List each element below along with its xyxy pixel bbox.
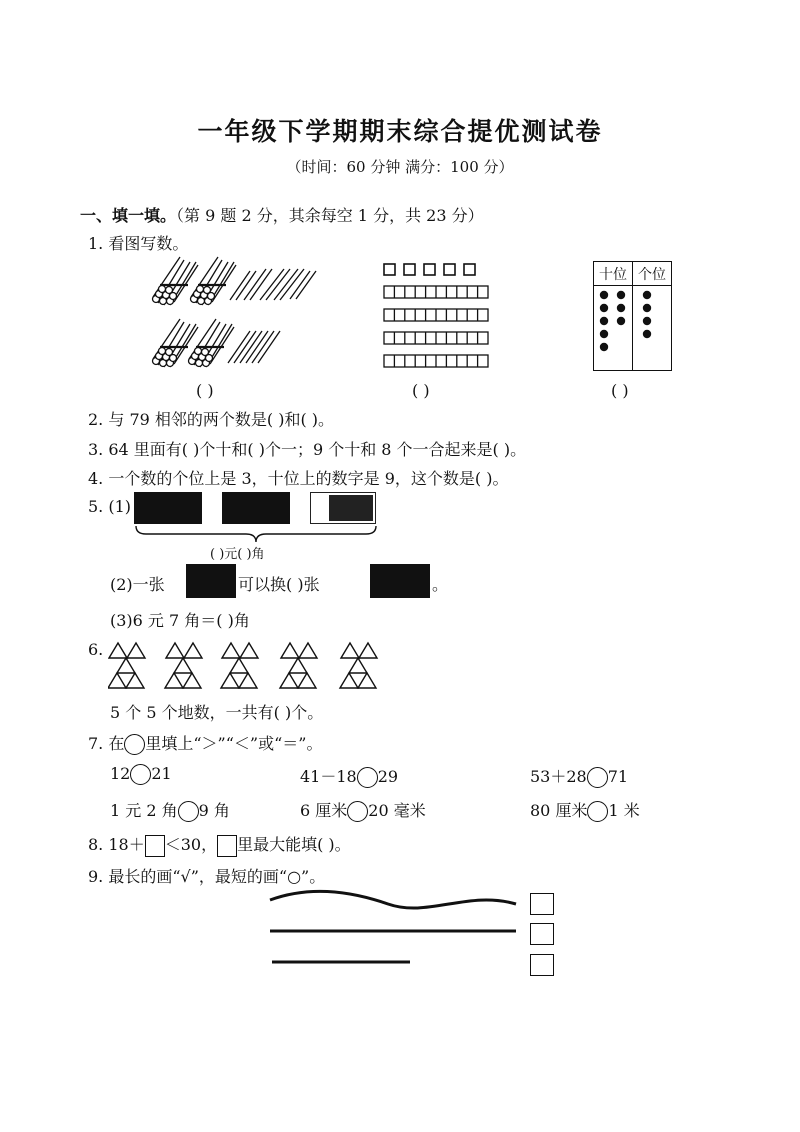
q8-part-a: 8. 18＋	[88, 835, 145, 854]
single-blocks	[384, 264, 475, 275]
compare-circle[interactable]	[587, 801, 608, 822]
compare-right: 71	[607, 767, 629, 786]
compare-left: 53＋28	[530, 767, 587, 786]
question-5-label: 5. (1)	[88, 497, 132, 516]
compare-item	[300, 764, 398, 788]
compare-item	[110, 798, 230, 822]
ones-beads	[633, 286, 671, 366]
answer-box-icon	[217, 835, 237, 857]
compare-item	[530, 764, 628, 788]
compare-left: 6 厘米	[300, 801, 348, 820]
ones-header: 个位	[633, 262, 672, 286]
section-heading	[80, 203, 484, 226]
banknote-image	[134, 492, 202, 524]
compare-right: 29	[377, 767, 399, 786]
triangle-group	[221, 643, 258, 688]
exam-info: （时间：60 分钟 满分：100 分）	[286, 158, 514, 176]
stick-bundles-figure	[150, 255, 320, 373]
lines-figure	[268, 886, 518, 970]
q8-part-c: 里最大能填( )。	[237, 835, 351, 854]
banknote-image	[222, 492, 290, 524]
compare-circle[interactable]	[587, 767, 608, 788]
triangle-group	[340, 643, 377, 688]
compare-left: 41－18	[300, 767, 357, 786]
section-title: 一、填一填。	[80, 206, 177, 225]
page-title: 一年级下学期期末综合提优测试卷	[197, 117, 603, 146]
brace	[134, 524, 378, 544]
triangle-groups-figure	[108, 636, 384, 694]
answer-box[interactable]	[530, 923, 554, 945]
compare-circle[interactable]	[357, 767, 378, 788]
compare-circle[interactable]	[178, 801, 199, 822]
compare-right: 9 角	[198, 801, 230, 820]
compare-right: 21	[151, 764, 172, 783]
q1-answer-a[interactable]: ( )	[196, 381, 214, 400]
tens-beads	[594, 286, 632, 366]
question-6-text: 5 个 5 个地数，一共有( )个。	[110, 703, 324, 722]
triangle-group	[280, 643, 317, 688]
compare-item	[530, 798, 640, 822]
tens-column	[594, 286, 633, 371]
ones-column	[633, 286, 672, 371]
banknote-image	[310, 492, 376, 524]
compare-right: 1 米	[608, 801, 640, 820]
question-2: 2. 与 79 相邻的两个数是( )和( )。	[88, 410, 335, 429]
compare-item	[300, 798, 426, 822]
tens-header: 十位	[594, 262, 633, 286]
counting-blocks-figure	[382, 262, 492, 370]
answer-box[interactable]	[530, 954, 554, 976]
compare-right: 20 毫米	[368, 801, 426, 820]
question-6-label: 6.	[88, 640, 104, 659]
question-9: 9. 最长的画“√”，最短的画“○”。	[88, 867, 326, 886]
q1-answer-c[interactable]: ( )	[611, 381, 629, 400]
triangle-group	[165, 643, 202, 688]
q5-part2-prefix: (2)一张	[110, 575, 165, 594]
banknote-portrait	[329, 495, 373, 521]
q8-part-b: ＜30，	[164, 835, 218, 854]
compare-left: 1 元 2 角	[110, 801, 178, 820]
q5-part3: (3)6 元 7 角＝( )角	[110, 611, 250, 630]
q5-part2-end: 。	[432, 575, 449, 594]
brace-caption: ( )元( )角	[210, 547, 265, 562]
q7-label-end: 里填上“＞”“＜”或“＝”。	[145, 734, 323, 753]
question-1-label: 1. 看图写数。	[88, 234, 189, 253]
ten-strips	[384, 286, 488, 367]
compare-circle[interactable]	[130, 764, 151, 785]
compare-item	[110, 764, 172, 785]
section-scoring-note: （第 9 题 2 分，其余每空 1 分，共 23 分）	[176, 206, 484, 225]
compare-left: 12	[110, 764, 131, 783]
wavy-line	[270, 891, 516, 908]
question-7-label	[88, 731, 322, 755]
question-3: 3. 64 里面有( )个十和( )个一；9 个十和 8 个一合起来是( )。	[88, 440, 527, 459]
place-value-table	[593, 261, 672, 371]
compare-circle[interactable]	[347, 801, 368, 822]
answer-box[interactable]	[145, 835, 165, 857]
answer-box[interactable]	[530, 893, 554, 915]
triangle-group	[108, 643, 145, 688]
circle-blank-icon	[124, 734, 145, 755]
banknote-image	[186, 564, 236, 598]
question-8	[88, 832, 351, 857]
question-4: 4. 一个数的个位上是 3，十位上的数字是 9，这个数是( )。	[88, 469, 509, 488]
compare-left: 80 厘米	[530, 801, 588, 820]
loose-sticks	[228, 269, 316, 363]
banknote-image	[370, 564, 430, 598]
q7-label-start: 7. 在	[88, 734, 125, 753]
q5-part2-middle: 可以换( )张	[238, 575, 320, 594]
q1-answer-b[interactable]: ( )	[412, 381, 430, 400]
